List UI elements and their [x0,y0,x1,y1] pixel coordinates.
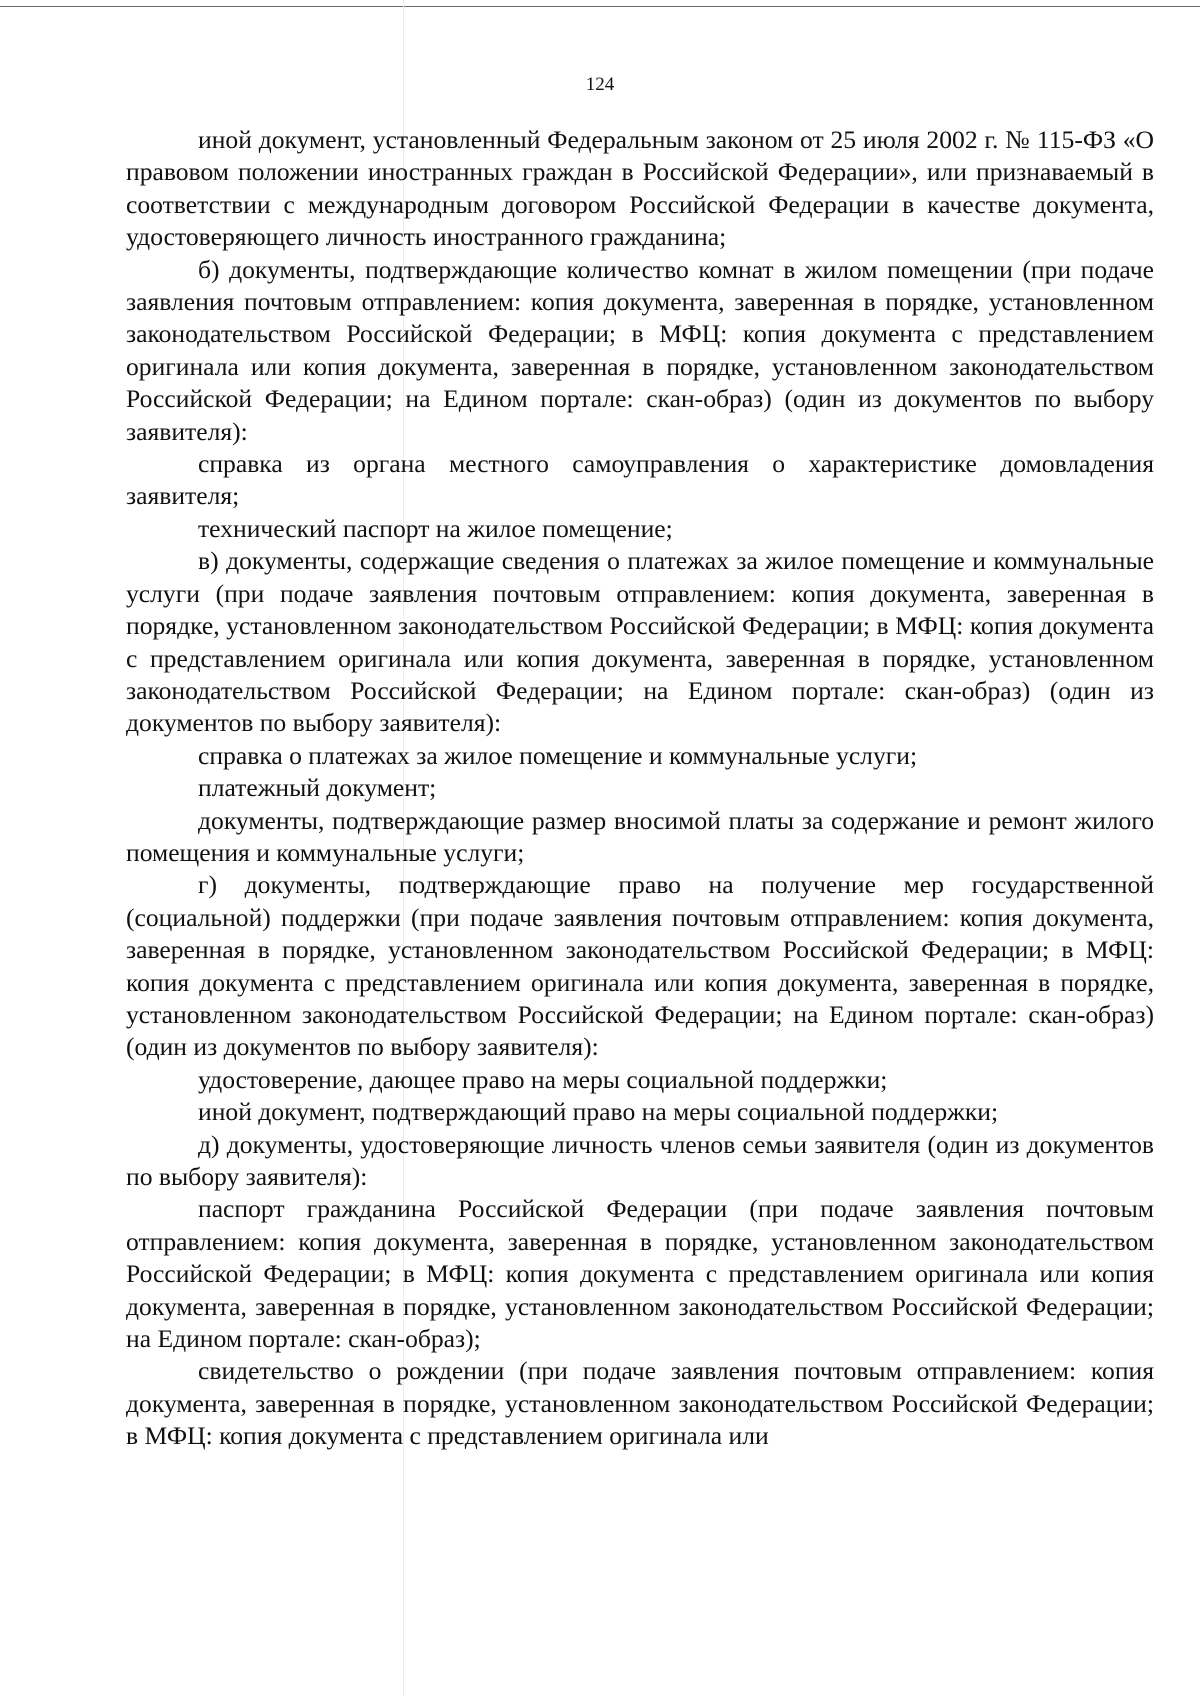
paragraph-birth-certificate: свидетельство о рождении (при подаче заявления почтовым отправлением: копия документа, заверенная в порядке, установленном законодательством Российской Федерации; в МФЦ: копия документа с представлением оригинала или [126,1356,1154,1451]
paragraph-item-v-payments: в) документы, содержащие сведения о платежах за жилое помещение и коммунальные услуги (при подаче заявления почтовым отправлением: копия документа, заверенная в порядке, установленном законодательством Российской Федерации; в МФЦ: копия документа с представлением оригинала или копия документа, заверенная в порядке, установленном законодательством Российской Федерации; на Едином портале: скан-образ) (один из документов по выбору заявителя): [126,546,1154,738]
paragraph-item-d-family-identity: д) документы, удостоверяющие личность членов семьи заявителя (один из документов по выбору заявителя): [126,1129,1154,1191]
paragraph-payment-document: платежный документ; [198,773,437,803]
page-number: 124 [585,74,615,95]
paragraph-item-g-state-support: г) документы, подтверждающие право на получение мер государственной (социальной) поддержки (при подаче заявления почтовым отправлением: копия документа, заверенная в порядке, установленном законодательством Российской Федерации; в МФЦ: копия документа с представлением оригинала или копия документа, заверенная в порядке, установленном законодательством Российской Федерации; на Едином портале: скан-образ) (один из документов по выбору заявителя): [126,870,1154,1062]
scan-top-border [0,6,1200,7]
paragraph-passport: паспорт гражданина Российской Федерации (при подаче заявления почтовым отправлением: копия документа, заверенная в порядке, установленном законодательством Российской Федерации; в МФЦ: копия документа с представлением оригинала или копия документа, заверенная в порядке, установленном законодательством Российской Федерации; на Едином портале: скан-образ); [126,1194,1154,1354]
paragraph-other-support-document: иной документ, подтверждающий право на меры социальной поддержки; [198,1097,999,1127]
paragraph-support-certificate: удостоверение, дающее право на меры социальной поддержки; [198,1064,888,1094]
paragraph-payment-certificate: справка о платежах за жилое помещение и коммунальные услуги; [198,740,918,770]
paragraph-household-certificate: справка из органа местного самоуправления о характеристике домовладения заявителя; [126,449,1154,511]
paragraph-foreign-citizen-document: иной документ, установленный Федеральным законом от 25 июля 2002 г. № 115-ФЗ «О правовом положении иностранных граждан в Российской Федерации», или признаваемый в соответствии с международным договором Российской Федерации в качестве документа, удостоверяющего личность иностранного гражданина; [126,125,1154,252]
paragraph-technical-passport: технический паспорт на жилое помещение; [198,513,673,543]
paragraph-item-b-rooms-count: б) документы, подтверждающие количество комнат в жилом помещении (при подаче заявления почтовым отправлением: копия документа, заверенная в порядке, установленном законодательством Российской Федерации; в МФЦ: копия документа с представлением оригинала или копия документа, заверенная в порядке, установленном законодательством Российской Федерации; на Едином портале: скан-образ) (один из документов по выбору заявителя): [126,254,1154,446]
paragraph-maintenance-fee-documents: документы, подтверждающие размер вносимой платы за содержание и ремонт жилого помещения и коммунальные услуги; [126,805,1154,867]
document-body [126,124,1154,1453]
